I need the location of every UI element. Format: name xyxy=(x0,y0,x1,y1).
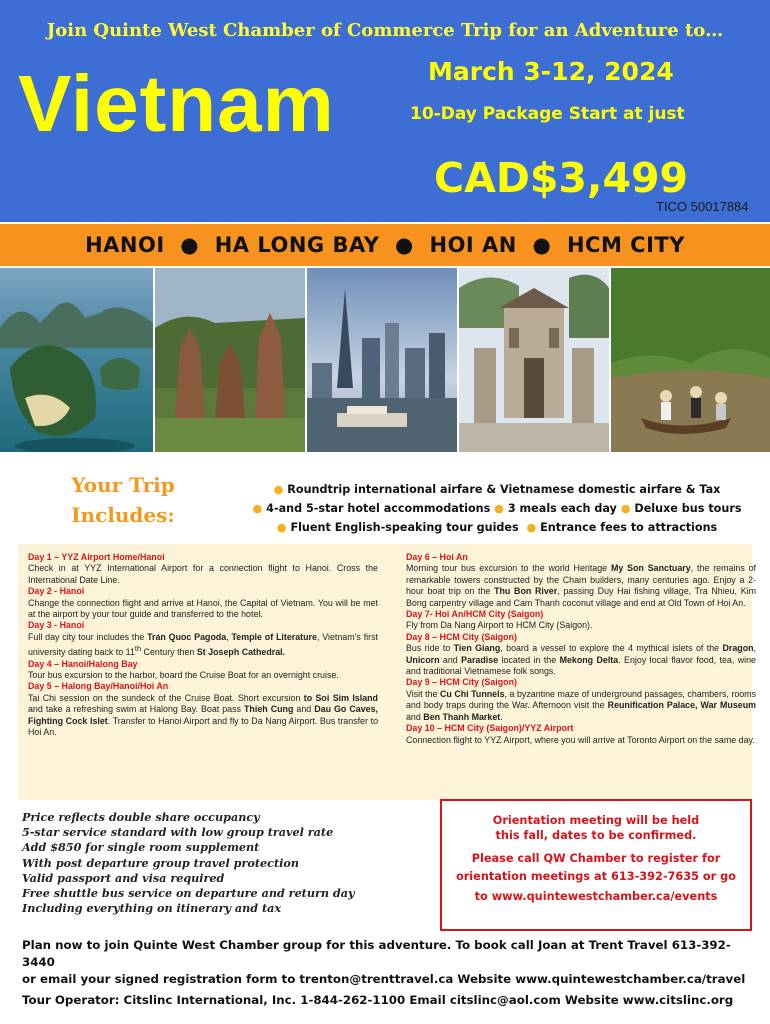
separator-dot: ● xyxy=(180,233,200,257)
day-text xyxy=(28,632,378,659)
text-run: Visit the xyxy=(406,688,440,699)
photo-strip xyxy=(0,268,770,452)
city-name: HOI AN xyxy=(429,233,517,257)
day-text xyxy=(28,693,378,739)
trip-dates: March 3-12, 2024 xyxy=(428,57,674,86)
footer xyxy=(22,937,757,1009)
superscript: th xyxy=(134,644,142,654)
note-line: 5-star service standard with low group travel rate xyxy=(22,825,334,840)
cities-band xyxy=(0,224,770,266)
day-text: Connection flight to YYZ Airport, where you will arrive at Toronto Airport on the same day. xyxy=(406,734,755,745)
highlight: My Son Sanctuary xyxy=(610,563,691,574)
day-title: Day 1 – YYZ Airport Home/Hanoi xyxy=(28,552,165,562)
bullet-dot: ● xyxy=(252,502,263,515)
text-run: and xyxy=(439,654,462,665)
include-item: Entrance fees to attractions xyxy=(540,521,718,534)
includes-title xyxy=(48,470,198,530)
price-notes xyxy=(22,810,422,916)
temple-photo xyxy=(459,268,609,452)
bullet-dot: ● xyxy=(273,483,284,496)
highlight: Cu Chi Tunnels xyxy=(439,688,505,699)
cities-list xyxy=(85,233,685,257)
highlight: Tran Quoc Pagoda xyxy=(147,631,227,642)
bullet-dot: ● xyxy=(276,521,287,534)
orientation-line: Please call QW Chamber to register for xyxy=(471,852,721,865)
city-name: HANOI xyxy=(85,233,165,257)
text-run: Morning tour bus excursion to the world Heritage xyxy=(406,563,611,574)
text-run: . Enjoy local flavor food, tea, wine and traditional Vietnamese folk songs. xyxy=(406,654,756,677)
text-run: Century then xyxy=(141,647,197,658)
includes-row xyxy=(232,480,762,499)
text-run: , board a vessel to explore the 4 mythical islets of the xyxy=(500,643,723,654)
includes-row xyxy=(232,499,762,518)
note-line: Valid passport and visa required xyxy=(22,870,225,885)
package-label: 10-Day Package Start at just xyxy=(410,104,685,124)
include-item: Fluent English-speaking tour guides xyxy=(290,521,519,534)
day-title: Day 9 – HCM City (Saigon) xyxy=(406,677,517,688)
bullet-dot: ● xyxy=(620,502,631,515)
highlight: Thu Bon River xyxy=(494,586,558,597)
include-item: 3 meals each day xyxy=(507,502,617,515)
note-line: Add $850 for single room supplement xyxy=(22,840,260,855)
destination-title: Vietnam xyxy=(18,59,335,148)
footer-line: or email your signed registration form to trenton@trenttravel.ca Website www.quintewestchamber.ca/travel xyxy=(22,972,746,986)
highlight: Unicorn xyxy=(406,654,440,665)
text-run: , passing Duy Hai fishing village, Tra Nhieu, Kim Bong carpentry village and Cam Thanh coconut village and end at Old Town of Hoi An. xyxy=(406,586,756,608)
day-text: Fly from Da Nang Airport to HCM City (Saigon). xyxy=(406,620,593,631)
note-line: Price reflects double share occupancy xyxy=(22,810,260,824)
day-title: Day 4 – Hanoi/Halong Bay xyxy=(28,658,138,669)
text-run: Full day city tour includes the xyxy=(28,631,148,642)
text-run: , the remains of remarkable towers constructed by the Cham builders, many centuries ago. Enjoy a 2-hour boat trip on the xyxy=(406,563,757,597)
orientation-line: Orientation meeting will be held xyxy=(492,814,700,827)
highlight: Dragon xyxy=(722,643,754,654)
highlight: Reunification Palace, War Museum xyxy=(607,700,757,711)
text-run: and xyxy=(293,704,315,715)
text-run: , xyxy=(226,631,232,642)
include-item: Roundtrip international airfare & Vietnamese domestic airfare & Tax xyxy=(287,483,721,496)
day-text xyxy=(406,643,756,677)
orientation-line: this fall, dates to be confirmed. xyxy=(495,829,697,842)
includes-title-line: Your Trip xyxy=(71,473,175,497)
note-line: With post departure group travel protection xyxy=(22,855,299,870)
includes-title-line: Includes: xyxy=(71,503,175,527)
city-name: HCM CITY xyxy=(566,233,685,257)
day-text xyxy=(406,563,756,609)
include-item: 4-and 5-star hotel accommodations xyxy=(266,502,491,515)
mekong-photo xyxy=(611,268,770,452)
highlight: to Soi Sim Island xyxy=(303,692,378,703)
highlight: Temple of Literature xyxy=(231,631,317,642)
includes-row xyxy=(232,518,762,537)
day-text: Tour bus excursion to the harbor, board the Cruise Boat for an overnight cruise. xyxy=(28,670,339,681)
header-banner xyxy=(0,0,770,222)
highlight: Mekong Delta xyxy=(559,654,619,665)
day-title: Day 3 - Hanoi xyxy=(28,620,85,631)
footer-line: Tour Operator: Citslinc International, Inc. 1-844-262-1100 Email citslinc@aol.com Website www.citslinc.org xyxy=(22,993,734,1007)
orientation-link[interactable]: to www.quintewestchamber.ca/events xyxy=(474,890,718,903)
itinerary-panel xyxy=(18,544,757,800)
highlight: Tien Giang xyxy=(453,643,501,654)
text-run: Tai Chi session on the sundeck of the Cruise Boat. Short excursion xyxy=(28,692,304,703)
orientation-box xyxy=(440,799,752,931)
orientation-line: orientation meetings at 613-392-7635 or go xyxy=(455,870,737,883)
text-run: and take a refreshing swim at Halong Bay. Boat pass xyxy=(28,704,245,715)
note-line: Free shuttle bus service on departure and return day xyxy=(22,886,355,901)
day-title: Day 5 – Halong Bay/Hanoi/Hoi An xyxy=(28,681,169,692)
halong-bay-photo xyxy=(0,268,153,452)
include-item: Deluxe bus tours xyxy=(634,502,742,515)
separator-dot: ● xyxy=(532,233,552,257)
highlight: Paradise xyxy=(461,654,499,665)
highlight: Ben Thanh Market xyxy=(423,711,501,722)
text-run: , xyxy=(753,643,756,654)
includes-list xyxy=(232,480,762,537)
my-son-photo xyxy=(155,268,305,452)
text-run: . xyxy=(500,711,503,722)
note-line: Including everything on itinerary and tax xyxy=(22,901,282,916)
city-name: HA LONG BAY xyxy=(214,233,380,257)
day-title: Day 2 - Hanoi xyxy=(28,586,85,597)
day-title: Day 6 – Hoi An xyxy=(406,552,468,562)
day-title: Day 8 – HCM City (Saigon) xyxy=(406,631,517,642)
text-run: , Vietnam’s first university dating back to 11 xyxy=(28,631,378,658)
text-run: Bus ride to xyxy=(406,643,454,654)
text-run: and xyxy=(406,711,424,722)
saigon-photo xyxy=(307,268,457,452)
itinerary-left-column xyxy=(28,552,378,738)
separator-dot: ● xyxy=(395,233,414,257)
text-run: , a byzantine maze of underground passages, chambers, rooms and body traps during the War. Afternoon visit the xyxy=(406,688,757,711)
day-title: Day 10 – HCM City (Saigon)/YYZ Airport xyxy=(406,723,574,734)
day-title: Day 7- Hoi An/HCM City (Saigon) xyxy=(406,609,544,620)
header-tagline: Join Quinte West Chamber of Commerce Trip for an Adventure to… xyxy=(46,20,724,41)
day-text xyxy=(406,689,756,723)
package-price: CAD$3,499 xyxy=(434,154,689,202)
day-text: Check in at YYZ International Airport for a connection flight to Hanoi. Cross the International Date Line. xyxy=(28,563,378,585)
itinerary-right-column xyxy=(406,552,756,746)
day-text: Change the connection flight and arrive at Hanoi, the Capital of Vietnam. You will be met at the airport by your tour guide and transferred to the hotel. xyxy=(28,597,378,620)
highlight: Thieh Cung xyxy=(244,704,294,715)
highlight: Dau Go Caves, Fighting Cock Islet xyxy=(28,704,378,726)
bullet-dot: ● xyxy=(494,502,504,515)
text-run: . Transfer to Hanoi Airport and fly to Da Nang Airport. Bus transfer to Hoi An. xyxy=(28,715,379,738)
highlight: St Joseph Cathedral. xyxy=(196,647,286,658)
text-run: located in the xyxy=(498,654,560,665)
bullet-dot: ● xyxy=(526,521,537,534)
tico-number: TICO 50017884 xyxy=(656,199,749,214)
footer-line: Plan now to join Quinte West Chamber group for this adventure. To book call Joan at Trent Travel 613-392-3440 xyxy=(22,938,731,969)
